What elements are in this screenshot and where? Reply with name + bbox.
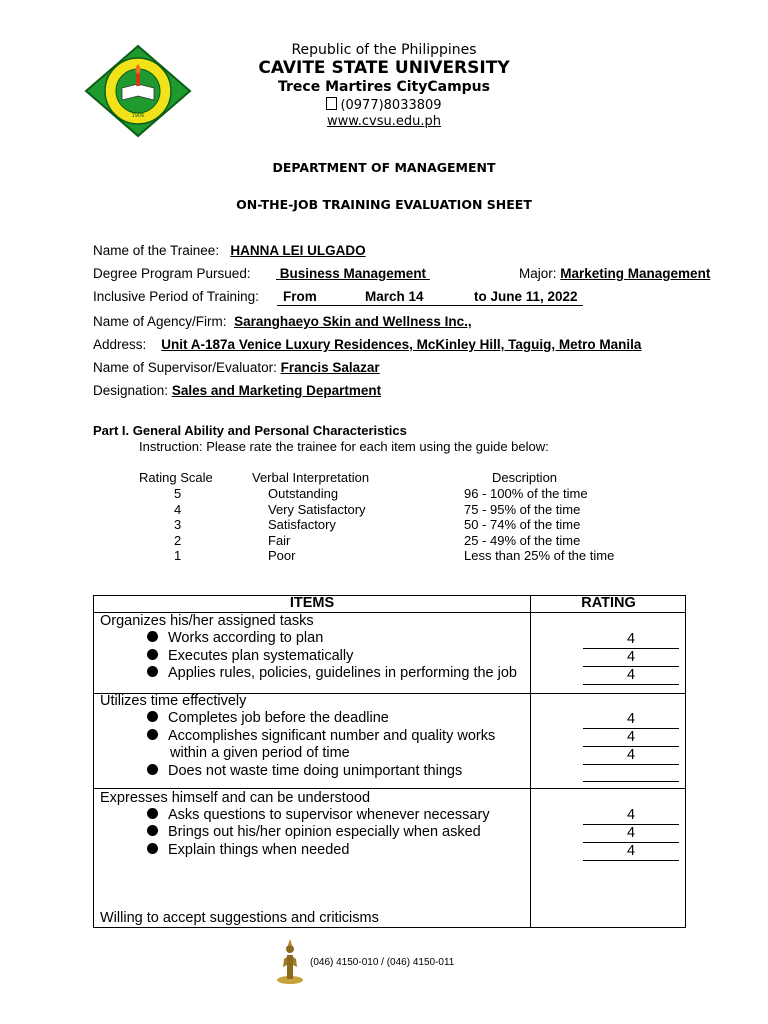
agency-row <box>93 314 472 329</box>
list-item: Brings out his/her opinion especially when asked <box>147 824 481 840</box>
bullet-icon <box>147 649 158 660</box>
list-item: Accomplishes significant number and quality works <box>147 728 495 744</box>
rating-column-header: RATING <box>581 595 636 611</box>
list-item: Does not waste time doing unimportant things <box>147 763 462 779</box>
section-title: Expresses himself and can be understood <box>100 790 371 806</box>
supervisor-label: Name of Supervisor/Evaluator: <box>93 360 277 375</box>
list-item: Executes plan systematically <box>147 648 353 664</box>
scale-header-verbal: Verbal Interpretation <box>252 470 370 485</box>
period-from: From <box>283 289 317 304</box>
column-divider <box>530 596 531 927</box>
scale-verbal: Very Satisfactory <box>268 502 366 517</box>
section-title: Willing to accept suggestions and criticisms <box>100 910 379 926</box>
rating-field[interactable]: 4 <box>583 711 679 729</box>
scale-description: 25 - 49% of the time <box>464 533 581 548</box>
bullet-icon <box>147 729 158 740</box>
scale-description: 50 - 74% of the time <box>464 517 581 532</box>
rating-field[interactable]: 4 <box>583 649 679 667</box>
campus-name: Trece Martires CityCampus <box>278 79 490 95</box>
scale-header-description: Description <box>492 470 558 485</box>
rating-field[interactable]: 4 <box>583 825 679 843</box>
address-label: Address: <box>93 337 147 352</box>
row-divider <box>94 788 685 789</box>
section-title: Utilizes time effectively <box>100 693 247 709</box>
scale-rating: 4 <box>174 502 182 517</box>
scale-rating: 3 <box>174 517 182 532</box>
major-label: Major: <box>519 266 557 281</box>
svg-text:1906: 1906 <box>131 113 145 119</box>
footer-emblem <box>275 935 305 990</box>
rating-field[interactable]: 4 <box>583 729 679 747</box>
bullet-icon <box>147 825 158 836</box>
scale-description: Less than 25% of the time <box>464 548 615 563</box>
scale-rating: 2 <box>174 533 182 548</box>
form-title: ON-THE-JOB TRAINING EVALUATION SHEET <box>236 197 532 212</box>
trainee-label: Name of the Trainee: <box>93 243 220 258</box>
phone-icon <box>326 97 337 110</box>
period-label: Inclusive Period of Training: <box>93 289 259 304</box>
supervisor-value: Francis Salazar <box>280 360 380 375</box>
period-underline <box>277 305 583 306</box>
trainee-row <box>93 243 366 258</box>
scale-verbal: Outstanding <box>268 486 339 501</box>
phone-line <box>234 97 534 112</box>
scale-verbal: Poor <box>268 548 296 563</box>
rating-field[interactable]: 4 <box>583 747 679 765</box>
items-column-header: ITEMS <box>289 595 335 611</box>
period-end: to June 11, 2022 <box>474 289 578 304</box>
rating-field[interactable]: 4 <box>583 843 679 861</box>
period-value <box>277 289 583 304</box>
bullet-icon <box>147 666 158 677</box>
list-item: Completes job before the deadline <box>147 710 389 726</box>
supervisor-row <box>93 360 380 375</box>
address-value: Unit A-187a Venice Luxury Residences, McKinley Hill, Taguig, Metro Manila <box>161 337 642 352</box>
bullet-icon <box>147 631 158 642</box>
degree-row <box>93 266 251 281</box>
trainee-value: HANNA LEI ULGADO <box>230 243 366 258</box>
designation-row <box>93 383 381 398</box>
bullet-icon <box>147 808 158 819</box>
agency-label: Name of Agency/Firm: <box>93 314 227 329</box>
period-start: March 14 <box>365 289 424 304</box>
degree-value-wrap <box>276 266 430 281</box>
part1-instruction: Instruction: Please rate the trainee for each item using the guide below: <box>139 439 549 454</box>
bullet-icon <box>147 843 158 854</box>
bullet-icon <box>147 764 158 775</box>
designation-value: Sales and Marketing Department <box>171 383 382 398</box>
evaluation-table <box>93 595 686 928</box>
republic-line: Republic of the Philippines <box>291 42 477 58</box>
scale-header-rating: Rating Scale <box>139 470 213 485</box>
scale-verbal: Satisfactory <box>268 517 336 532</box>
scale-description: 96 - 100% of the time <box>464 486 588 501</box>
university-name: CAVITE STATE UNIVERSITY <box>258 58 510 78</box>
agency-value: Saranghaeyo Skin and Wellness Inc., <box>234 314 472 329</box>
footer-phones: (046) 4150-010 / (046) 4150-011 <box>310 957 455 968</box>
address-row <box>93 337 641 352</box>
major-value: Marketing Management <box>560 266 711 281</box>
degree-value: Business Management <box>279 266 427 281</box>
letterhead <box>234 43 534 131</box>
rating-field[interactable] <box>583 764 679 782</box>
list-item: Explain things when needed <box>147 842 349 858</box>
rating-field[interactable]: 4 <box>583 807 679 825</box>
period-row <box>93 289 259 304</box>
list-item-continuation: within a given period of time <box>170 745 350 761</box>
rating-field[interactable]: 4 <box>583 631 679 649</box>
phone-number: (0977)8033809 <box>340 98 442 113</box>
bullet-icon <box>147 711 158 722</box>
website-link[interactable]: www.cvsu.edu.ph <box>327 114 441 129</box>
scale-description: 75 - 95% of the time <box>464 502 581 517</box>
part1-heading: Part I. General Ability and Personal Characteristics <box>93 423 407 438</box>
university-seal <box>84 44 192 138</box>
scale-rating: 1 <box>174 548 182 563</box>
scale-rating: 5 <box>174 486 182 501</box>
section-title: Organizes his/her assigned tasks <box>100 613 314 629</box>
scale-verbal: Fair <box>268 533 291 548</box>
list-item: Applies rules, policies, guidelines in performing the job <box>147 665 517 681</box>
list-item: Works according to plan <box>147 630 323 646</box>
designation-label: Designation: <box>93 383 169 398</box>
list-item: Asks questions to supervisor whenever necessary <box>147 807 490 823</box>
rating-field[interactable]: 4 <box>583 667 679 685</box>
department-title: DEPARTMENT OF MANAGEMENT <box>272 160 496 175</box>
degree-label: Degree Program Pursued: <box>93 266 251 281</box>
major-row <box>519 266 710 281</box>
